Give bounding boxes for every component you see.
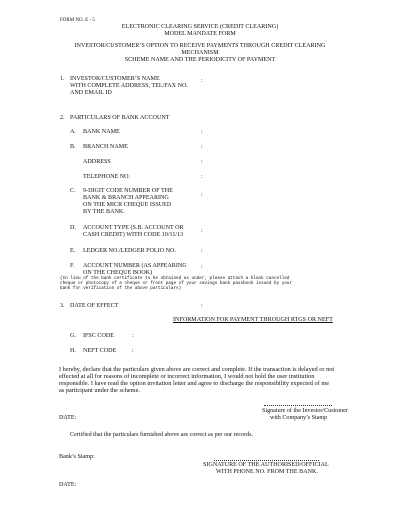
ledger-colon: :	[201, 248, 203, 254]
address-colon: :	[201, 159, 203, 165]
form-number: FORM NO. E - 5	[60, 18, 95, 23]
certification-text: Certified that the particulars furnished above are correct as per our records.	[70, 432, 254, 438]
telephone-colon: :	[201, 174, 203, 180]
bank-stamp-label: Bank’s Stamp:	[59, 454, 95, 460]
section-2-number: 2.	[60, 115, 65, 121]
investor-date-label: DATE:	[59, 415, 77, 421]
item-d-letter: D.	[70, 225, 76, 231]
investor-signature-label: Signature of the Investor/Customer	[262, 408, 348, 414]
declaration-text-4: as participant under the scheme.	[59, 387, 140, 394]
investor-colon: :	[201, 78, 203, 84]
micr-code-label-3: ON THE MICR CHEQUE ISSUED	[83, 202, 172, 208]
bank-name-colon: :	[201, 129, 203, 135]
ifsc-code-colon: :	[132, 333, 134, 339]
declaration-text-2: effected at all for reasons of incomplete or incorrect information, I would not hold the user institution	[59, 373, 315, 380]
ifsc-code-label: IFSC CODE	[83, 333, 114, 339]
option-heading-cont: MECHANISM	[181, 50, 219, 56]
neft-code-colon: :	[132, 348, 134, 354]
scheme-heading: SCHEME NAME AND THE PERIODICITY OF PAYMENT	[124, 57, 276, 63]
investor-name-label: INVESTOR/CUSTOMER’S NAME	[70, 76, 160, 82]
account-number-label-2: ON THE CHEQUE BOOK)	[83, 270, 153, 276]
item-a-letter: A.	[70, 129, 76, 135]
branch-name-label: BRANCH NAME	[83, 144, 128, 150]
item-h-letter: H.	[70, 348, 76, 354]
investor-address-label: WITH COMPLETE ADDRESS, TEL/FAX NO.	[70, 83, 188, 89]
bank-phone-label: WITH PHONE NO. FROM THE BANK.	[216, 469, 318, 475]
bank-certificate-note: (In lieu of the bank certificate to be obtained as under, please attach a blank cancelled	[60, 276, 290, 281]
bank-account-heading: PARTICULARS OF BANK ACCOUNT	[70, 115, 170, 121]
bank-name-label: BANK NAME	[83, 129, 120, 135]
declaration-text: I hereby, declare that the particulars given above are correct and complete. If the transaction is delayed or not	[59, 366, 335, 373]
item-b-letter: B.	[70, 144, 76, 150]
micr-code-colon: :	[201, 192, 203, 198]
account-number-colon: :	[201, 264, 203, 270]
item-e-letter: E.	[70, 248, 76, 254]
date-of-effect-colon: :	[201, 303, 203, 309]
bank-date-label: DATE:	[59, 482, 77, 488]
item-c-letter: C.	[70, 188, 76, 194]
bank-signature-line	[214, 460, 319, 461]
branch-name-colon: :	[201, 144, 203, 150]
declaration-text-3: responsible. I have read the option invitation letter and agree to discharge the responsibility expected of me	[59, 380, 330, 387]
micr-code-label-2: BANK & BRANCH APPEARING	[83, 195, 169, 201]
account-number-label: ACCOUNT NUMBER (AS APPEARING	[83, 263, 187, 269]
bank-signature-label: SIGNATURE OF THE AUTHORISED/OFFICIAL	[203, 462, 329, 468]
section-3-number: 3.	[60, 303, 65, 309]
item-g-letter: G.	[70, 333, 76, 339]
investor-signature-line	[264, 405, 332, 406]
date-of-effect-label: DATE OF EFFECT	[70, 303, 119, 309]
item-f-letter: F.	[70, 263, 75, 269]
form-subtitle: MODEL MANDATE FORM	[164, 31, 236, 37]
neft-code-label: NEFT CODE	[83, 348, 117, 354]
bank-certificate-note-2: cheque or photocopy of a cheque or front page of your savings bank passbook issued by your	[60, 281, 293, 286]
form-title: ELECTRONIC CLEARING SERVICE (CREDIT CLEARING)	[121, 24, 279, 30]
account-type-label-2: CASH CREDIT) WITH CODE 10/11/13	[83, 232, 184, 238]
investor-stamp-label: with Company’s Stamp	[270, 415, 328, 421]
micr-code-label-4: BY THE BANK.	[83, 209, 125, 215]
rtgs-neft-heading: INFORMATION FOR PAYMENT THROUGH RTGS OR NEFT	[173, 317, 333, 323]
section-1-number: 1.	[60, 76, 65, 82]
address-label: ADDRESS	[83, 159, 111, 165]
investor-email-label: AND EMAIL ID	[70, 90, 112, 96]
ledger-label: LEDGER NO./LEDGER FOLIO NO.	[83, 248, 176, 254]
option-heading: INVESTOR/CUSTOMER’S OPTION TO RECEIVE PAYMENTS THROUGH CREDIT CLEARING	[74, 43, 326, 49]
bank-certificate-note-3: bank for verification of the above particulars)	[60, 286, 182, 291]
micr-code-label: 9-DIGIT CODE NUMBER OF THE	[83, 188, 173, 194]
telephone-label: TELEPHONE NO.	[83, 174, 131, 180]
account-type-colon: :	[201, 228, 203, 234]
account-type-label: ACCOUNT TYPE (S.B. ACCOUNT OR	[83, 225, 184, 231]
